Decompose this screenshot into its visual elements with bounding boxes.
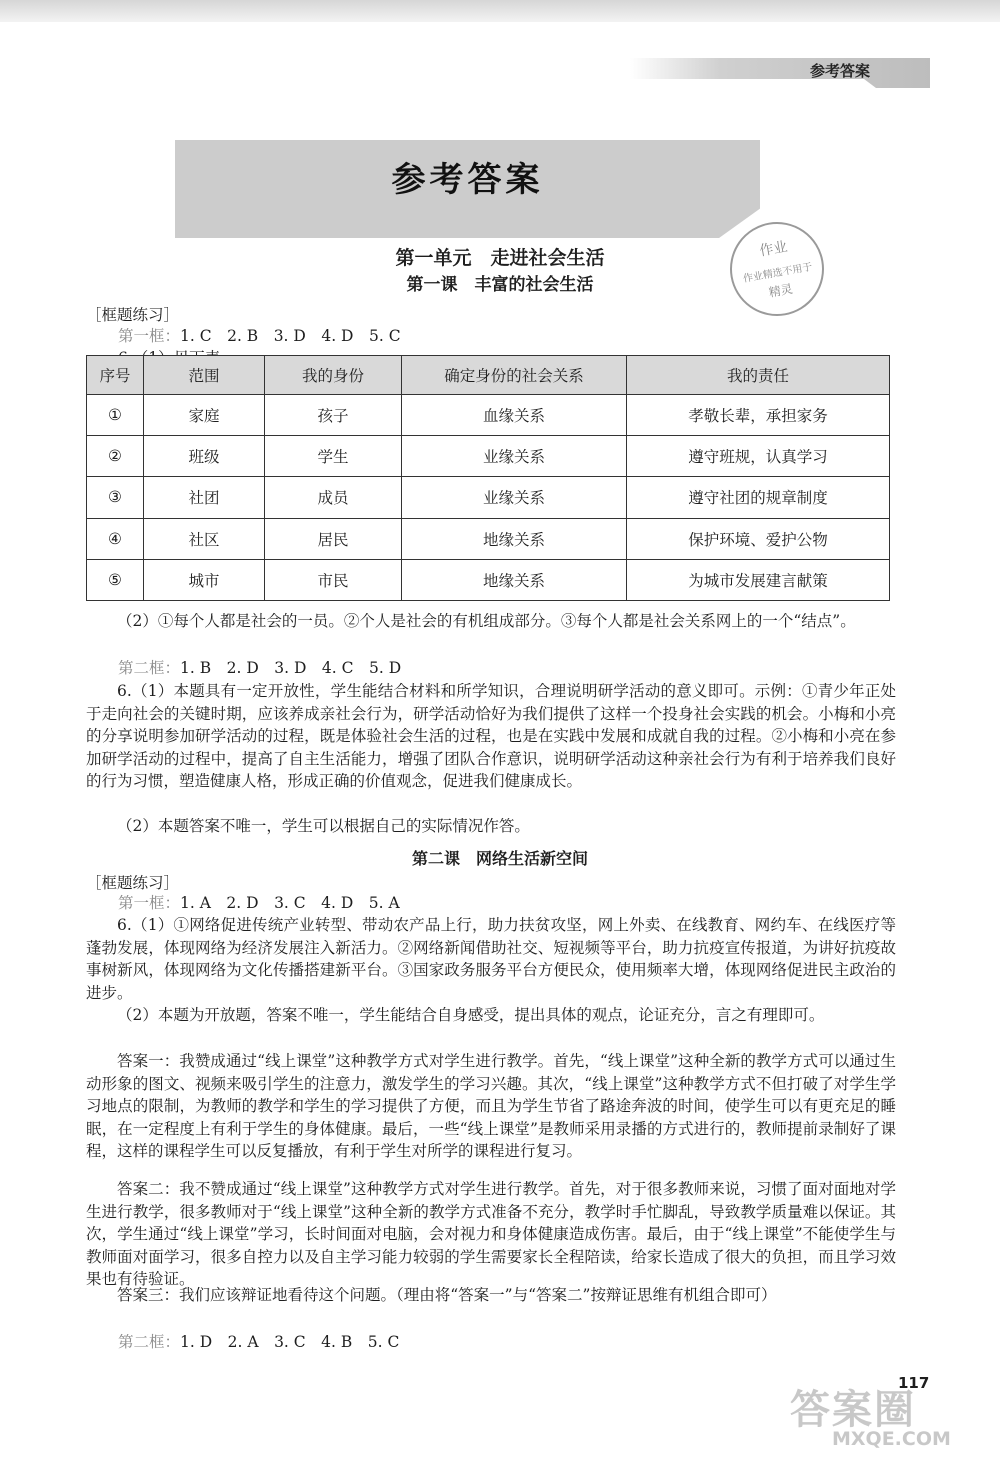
- lesson2-answer1: 答案一：我赞成通过“线上课堂”这种教学方式对学生进行教学。首先，“线上课堂”这种全新的教学方式可以通过生动形象的图文、视频来吸引学生的注意力，激发学生的学习兴趣。其次，“线上课堂”这种教学方式不但打破了对学生学习地点的限制，为教师的教学和学生的学习提供了方便，而且为学生节省了路途奔波的时间，使学生可以有更充足的睡眠，在一定程度上有利于学生的身体健康。最后，一些“线上课堂”是教师采用录播的方式进行的，教师提前录制好了课程，这样的课程学生可以反复播放，有利于学生对所学的课程进行复习。: [86, 1052, 896, 1161]
- table-cell: 家庭: [144, 395, 265, 436]
- lesson2-q6-part1: 6.（1）①网络促进传统产业转型、带动农产品上行，助力扶贫攻坚，网上外卖、在线教育、网约车、在线医疗等蓬勃发展，体现网络为经济发展注入新活力。②网络新闻借助社交、短视频等平台，助力抗疫宣传报道，为讲好抗疫故事树新风，体现网络为文化传播搭建新平台。③国家政务服务平台方便民众，使用频率大增，体现网络促进民主政治的进步。: [86, 916, 896, 1002]
- page-title: 参考答案: [391, 160, 544, 200]
- lesson1-frame1-line: [118, 326, 401, 347]
- table-cell: 社区: [144, 518, 265, 559]
- lesson1-frame2-q6-part1: 6.（1）本题具有一定开放性，学生能结合材料和所学知识，合理说明研学活动的意义即可。示例：①青少年正处于走向社会的关键时期，应该养成亲社会行为，研学活动恰好为我们提供了这样一个投身社会实践的机会。小梅和小亮的分享说明参加研学活动的过程，既是体验社会生活的过程，也是在实践中发展和成就自我的过程。②小梅和小亮在参加研学活动的过程中，提高了自主生活能力，增强了团队合作意识，说明研学活动这种亲社会行为有利于培养我们良好的行为习惯，塑造健康人格，形成正确的价值观念，促进我们健康成长。: [86, 682, 896, 791]
- lesson2-q6-part2: （2）本题为开放题，答案不唯一，学生能结合自身感受，提出具体的观点，论证充分，言之有理即可。: [117, 1006, 825, 1024]
- table-cell: 学生: [265, 436, 402, 477]
- table-header-cell: 我的责任: [627, 356, 890, 395]
- top-edge-band: [0, 0, 1000, 22]
- table-cell: 社团: [144, 477, 265, 518]
- table-row: [87, 518, 890, 559]
- table-cell: 血缘关系: [402, 395, 627, 436]
- frame-label: 第一框：: [118, 894, 181, 912]
- lesson2-frame1-line: [118, 893, 400, 914]
- table-row: [87, 477, 890, 518]
- lesson2-section-label: ［框题练习］: [86, 874, 180, 892]
- lesson1-title: 第一课 丰富的社会生活: [406, 275, 594, 295]
- stamp-line2: 作业精选不用于: [742, 261, 814, 285]
- frame-label: 第一框：: [118, 327, 181, 345]
- table-row: [87, 559, 890, 600]
- frame-answers: 1. C 2. B 3. D 4. D 5. C: [180, 327, 401, 345]
- table-cell: 业缘关系: [402, 477, 627, 518]
- table-cell: 地缘关系: [402, 559, 627, 600]
- table-cell: 居民: [265, 518, 402, 559]
- table-cell: 孝敬长辈，承担家务: [627, 395, 890, 436]
- table-cell: 遵守班规，认真学习: [627, 436, 890, 477]
- table-cell: 保护环境、爱护公物: [627, 518, 890, 559]
- table-cell: ⑤: [87, 559, 144, 600]
- table-row: [87, 436, 890, 477]
- frame-answers: 1. B 2. D 3. D 4. C 5. D: [180, 659, 402, 677]
- table-cell: 地缘关系: [402, 518, 627, 559]
- table-cell: 成员: [265, 477, 402, 518]
- table-cell: 为城市发展建言献策: [627, 559, 890, 600]
- stamp-line1: 作业: [758, 238, 789, 260]
- unit-title: 第一单元 走进社会生活: [395, 247, 605, 269]
- table-header-cell: 我的身份: [265, 356, 402, 395]
- lesson2-title: 第二课 网络生活新空间: [411, 849, 588, 868]
- stamp-line3: 精灵: [767, 281, 794, 300]
- table-row: [87, 395, 890, 436]
- table-header-cell: 确定身份的社会关系: [402, 356, 627, 395]
- running-header-title: 参考答案: [809, 62, 870, 80]
- lesson2-frame2-line: [118, 1332, 399, 1353]
- frame-answers: 1. D 2. A 3. C 4. B 5. C: [180, 1333, 400, 1351]
- table-cell: 遵守社团的规章制度: [627, 477, 890, 518]
- lesson2-answer2: 答案二：我不赞成通过“线上课堂”这种教学方式对学生进行教学。首先，对于很多教师来说，习惯了面对面地对学生进行教学，很多教师对于“线上课堂”这种全新的教学方式准备不充分，教学时手忙脚乱，导致教学质量难以保证。其次，学生通过“线上课堂”学习，长时间面对电脑，会对视力和身体健康造成伤害。最后，由于“线上课堂”不能使学生与教师面对面学习，很多自控力以及自主学习能力较弱的学生需要家长全程陪读，给家长造成了很大的负担，而且学习效果也有待验证。: [86, 1180, 896, 1289]
- lesson1-section-label: ［框题练习］: [86, 306, 180, 324]
- table-cell: 市民: [265, 559, 402, 600]
- table-cell: 业缘关系: [402, 436, 627, 477]
- table-cell: 孩子: [265, 395, 402, 436]
- table-header-row: [87, 356, 890, 395]
- frame-label: 第二框：: [118, 1333, 181, 1351]
- lesson1-q6-part2: （2）①每个人都是社会的一员。②个人是社会的有机组成部分。③每个人都是社会关系网上的一个“结点”。: [117, 612, 856, 630]
- table-cell: 班级: [144, 436, 265, 477]
- identity-responsibility-table: [86, 355, 890, 601]
- table-cell: ④: [87, 518, 144, 559]
- table-cell: 城市: [144, 559, 265, 600]
- table-cell: ②: [87, 436, 144, 477]
- table-cell: ①: [87, 395, 144, 436]
- watermark-url: MXQE.COM: [832, 1428, 951, 1450]
- page-number: 117: [898, 1374, 930, 1392]
- table-cell: ③: [87, 477, 144, 518]
- table-header-cell: 序号: [87, 356, 144, 395]
- lesson2-answer3: 答案三：我们应该辩证地看待这个问题。（理由将“答案一”与“答案二”按辩证思维有机组合即可）: [117, 1286, 777, 1304]
- lesson1-frame2-q6-part2: （2）本题答案不唯一，学生可以根据自己的实际情况作答。: [117, 817, 530, 835]
- table-header-cell: 范围: [144, 356, 265, 395]
- lesson1-frame2-line: [118, 658, 401, 679]
- watermark-logo: 答案圈: [790, 1387, 916, 1433]
- frame-answers: 1. A 2. D 3. C 4. D 5. A: [180, 894, 400, 912]
- frame-label: 第二框：: [118, 659, 181, 677]
